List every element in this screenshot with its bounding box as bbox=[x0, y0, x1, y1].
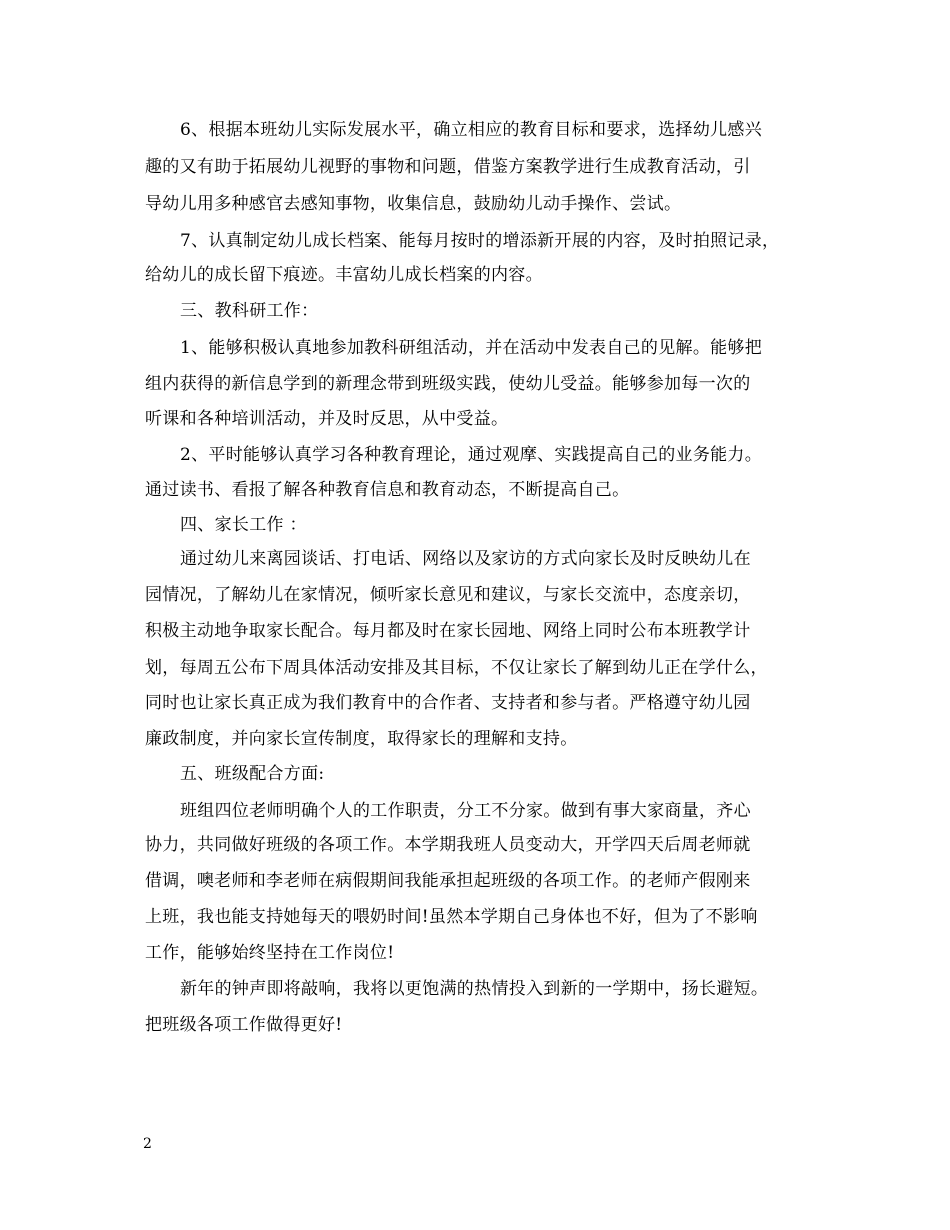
paragraph-line: 6、根据本班幼儿实际发展水平，确立相应的教育目标和要求，选择幼儿感兴 bbox=[180, 120, 763, 140]
paragraph-line: 工作，能够始终坚持在工作岗位! bbox=[145, 943, 395, 963]
paragraph-line: 趣的又有助于拓展幼儿视野的事物和问题，借鉴方案教学进行生成教育活动，引 bbox=[145, 157, 751, 177]
paragraph-line: 园情况，了解幼儿在家情况，倾听家长意见和建议，与家长交流中，态度亲切， bbox=[145, 585, 751, 605]
paragraph-line: 7、认真制定幼儿成长档案、能每月按时的增添新开展的内容，及时拍照记录， bbox=[180, 231, 780, 251]
paragraph-line: 积极主动地争取家长配合。每月都及时在家长园地、网络上同时公布本班教学计 bbox=[145, 621, 751, 641]
paragraph-line: 把班级各项工作做得更好! bbox=[145, 1015, 343, 1035]
paragraph-line: 给幼儿的成长留下痕迹。丰富幼儿成长档案的内容。 bbox=[145, 265, 543, 285]
paragraph-line: 2、平时能够认真学习各种教育理论，通过观摩、实践提高自己的业务能力。 bbox=[180, 445, 763, 465]
paragraph-line: 组内获得的新信息学到的新理念带到班级实践，使幼儿受益。能够参加每一次的 bbox=[145, 374, 751, 394]
paragraph-line: 通过幼儿来离园谈话、打电话、网络以及家访的方式向家长及时反映幼儿在 bbox=[180, 549, 751, 569]
section-heading: 四、家长工作 ： bbox=[180, 515, 307, 535]
paragraph-line: 通过读书、看报了解各种教育信息和教育动态，不断提高自己。 bbox=[145, 480, 630, 500]
paragraph-line: 导幼儿用多种感官去感知事物，收集信息，鼓励幼儿动手操作、尝试。 bbox=[145, 194, 682, 214]
paragraph-line: 听课和各种培训活动，并及时反思，从中受益。 bbox=[145, 409, 509, 429]
paragraph-line: 上班，我也能支持她每天的喂奶时间!虽然本学期自己身体也不好，但为了不影响 bbox=[145, 907, 758, 927]
paragraph-line: 廉政制度，并向家长宣传制度，取得家长的理解和支持。 bbox=[145, 729, 578, 749]
page-number: 2 bbox=[143, 1136, 152, 1152]
paragraph-line: 协力，共同做好班级的各项工作。本学期我班人员变动大，开学四天后周老师就 bbox=[145, 835, 751, 855]
paragraph-line: 新年的钟声即将敲响，我将以更饱满的热情投入到新的一学期中，扬长避短。 bbox=[180, 979, 769, 999]
paragraph-line: 借调，噢老师和李老师在病假期间我能承担起班级的各项工作。的老师产假刚来 bbox=[145, 871, 751, 891]
paragraph-line: 划，每周五公布下周具体活动安排及其目标，不仅让家长了解到幼儿正在学什么， bbox=[145, 658, 768, 678]
section-heading: 三、教科研工作： bbox=[180, 301, 319, 321]
paragraph-line: 同时也让家长真正成为我们教育中的合作者、支持者和参与者。严格遵守幼儿园 bbox=[145, 693, 751, 713]
paragraph-line: 1、能够积极认真地参加教科研组活动，并在活动中发表自己的见解。能够把 bbox=[180, 338, 763, 358]
paragraph-line: 班组四位老师明确个人的工作职责，分工不分家。做到有事大家商量，齐心 bbox=[180, 801, 751, 821]
section-heading: 五、班级配合方面: bbox=[180, 764, 325, 784]
